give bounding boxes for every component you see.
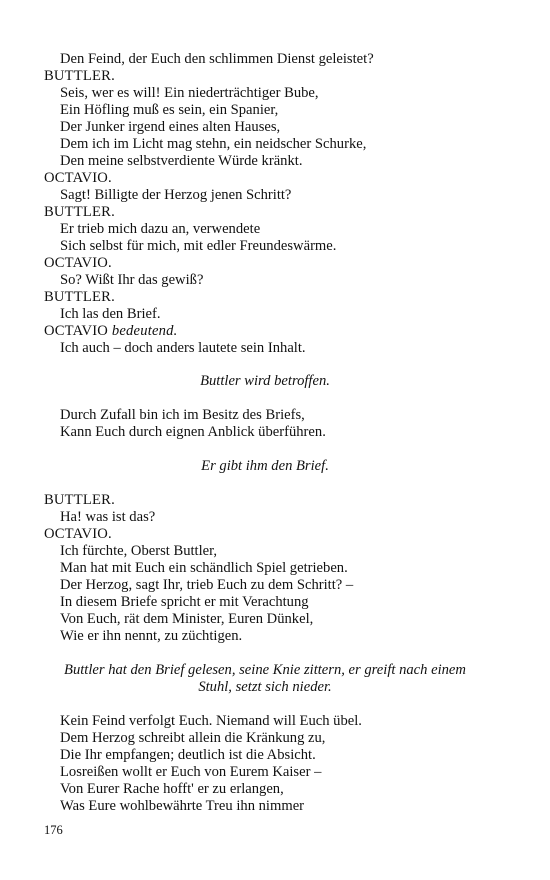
- stage-direction-inline: bedeutend.: [111, 323, 178, 339]
- verse-line: Ein Höfling muß es sein, ein Spanier,: [60, 102, 279, 118]
- verse-line: Ich las den Brief.: [60, 306, 161, 322]
- verse-line: Ha! was ist das?: [60, 509, 156, 525]
- verse-line: Den Feind, der Euch den schlimmen Dienst geleistet?: [60, 51, 374, 67]
- verse-line: Durch Zufall bin ich im Besitz des Briefs,: [60, 407, 305, 423]
- verse-line: Kann Euch durch eignen Anblick überführen.: [60, 424, 326, 440]
- speaker-line: [44, 323, 178, 340]
- verse-line: Was Eure wohlbewährte Treu ihn nimmer: [60, 798, 305, 814]
- verse-line: Ich auch – doch anders lautete sein Inhalt.: [60, 340, 306, 356]
- speaker-name: OCTAVIO: [44, 323, 109, 339]
- page-number: 176: [44, 823, 63, 837]
- speaker-name: BUTTLER.: [44, 204, 115, 220]
- verse-line: Dem ich im Licht mag stehn, ein neidscher Schurke,: [60, 136, 367, 152]
- verse-line: Er trieb mich dazu an, verwendete: [60, 221, 261, 237]
- verse-line: Seis, wer es will! Ein niederträchtiger Bube,: [60, 85, 319, 101]
- speaker-name: OCTAVIO.: [44, 170, 112, 186]
- stage-direction-continued: Stuhl, setzt sich nieder.: [198, 679, 332, 695]
- stage-direction: Er gibt ihm den Brief.: [201, 458, 329, 474]
- verse-line: Den meine selbstverdiente Würde kränkt.: [60, 153, 303, 169]
- verse-line: Sich selbst für mich, mit edler Freundeswärme.: [60, 238, 337, 254]
- verse-line: Dem Herzog schreibt allein die Kränkung zu,: [60, 730, 326, 746]
- verse-line: Von Euch, rät dem Minister, Euren Dünkel,: [60, 611, 314, 627]
- verse-line: Wie er ihn nennt, zu züchtigen.: [60, 628, 243, 644]
- verse-line: Ich fürchte, Oberst Buttler,: [60, 543, 218, 559]
- verse-line: Sagt! Billigte der Herzog jenen Schritt?: [60, 187, 292, 203]
- verse-line: Man hat mit Euch ein schändlich Spiel getrieben.: [60, 560, 348, 576]
- stage-direction: Buttler hat den Brief gelesen, seine Knie zittern, er greift nach einem: [64, 662, 466, 678]
- verse-line: Der Junker irgend eines alten Hauses,: [60, 119, 281, 135]
- verse-line: Kein Feind verfolgt Euch. Niemand will Euch übel.: [60, 713, 362, 729]
- stage-direction: Buttler wird betroffen.: [200, 373, 330, 389]
- verse-line: So? Wißt Ihr das gewiß?: [60, 272, 204, 288]
- speaker-name: BUTTLER.: [44, 492, 115, 508]
- verse-line: Losreißen wollt er Euch von Eurem Kaiser –: [60, 764, 322, 780]
- speaker-name: BUTTLER.: [44, 289, 115, 305]
- speaker-name: OCTAVIO.: [44, 526, 112, 542]
- verse-line: In diesem Briefe spricht er mit Verachtung: [60, 594, 309, 610]
- speaker-name: OCTAVIO.: [44, 255, 112, 271]
- speaker-name: BUTTLER.: [44, 68, 115, 84]
- verse-line: Von Eurer Rache hofft' er zu erlangen,: [60, 781, 284, 797]
- verse-line: Die Ihr empfangen; deutlich ist die Absicht.: [60, 747, 316, 763]
- verse-line: Der Herzog, sagt Ihr, trieb Euch zu dem Schritt? –: [60, 577, 354, 593]
